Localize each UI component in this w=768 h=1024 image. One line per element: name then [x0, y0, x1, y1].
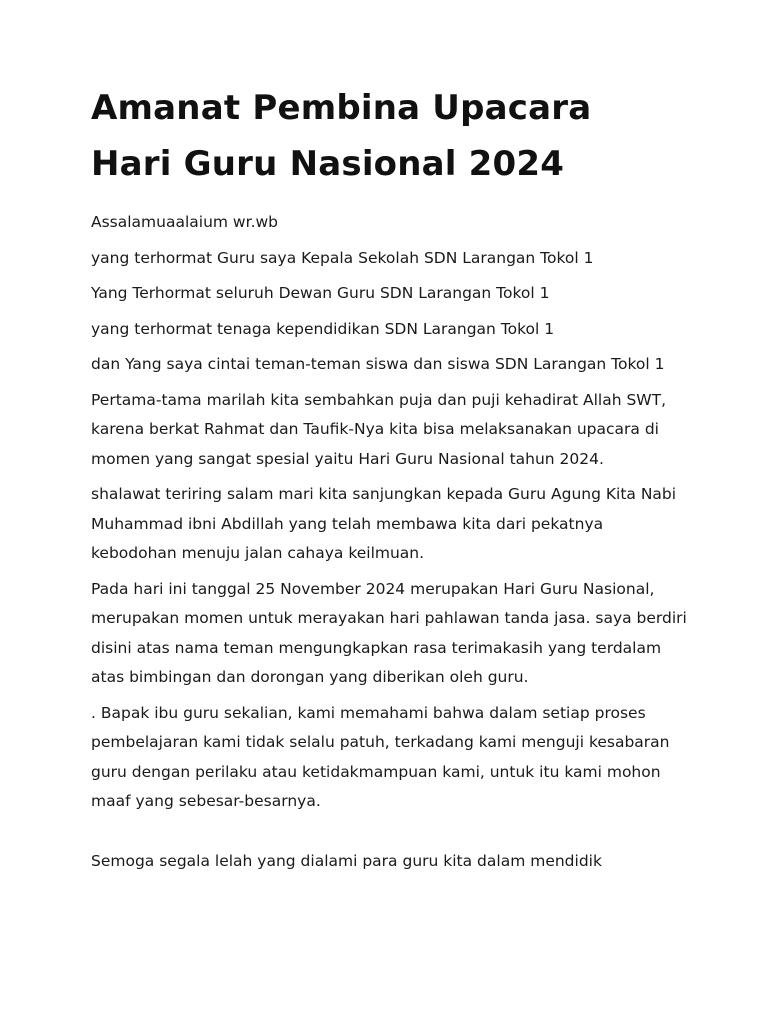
address-principal-paragraph: yang terhormat Guru saya Kepala Sekolah SDN Larangan Tokol 1 [91, 248, 594, 267]
document-page [91, 80, 691, 882]
address-teachers-paragraph: Yang Terhormat seluruh Dewan Guru SDN Larangan Tokol 1 [91, 284, 550, 302]
apology-paragraph: . Bapak ibu guru sekalian, kami memahami bahwa dalam setiap proses pembelajaran kami tidak selalu patuh, terkadang kami menguji kesabaran guru dengan perilaku atau ketidakmampuan kami, untuk itu kami mohon maaf yang sebesar-besarnya. [91, 703, 670, 810]
address-staff-paragraph: yang terhormat tenaga kependidikan SDN Larangan Tokol 1 [91, 319, 555, 338]
address-students-paragraph: dan Yang saya cintai teman-teman siswa dan siswa SDN Larangan Tokol 1 [91, 355, 665, 373]
title-line-2: Hari Guru Nasional 2024 [91, 144, 565, 184]
greeting-paragraph: Assalamuaalaium wr.wb [91, 213, 279, 231]
closing-paragraph: Semoga segala lelah yang dialami para guru kita dalam mendidik [91, 851, 602, 870]
teachers-day-paragraph: Pada hari ini tanggal 25 November 2024 merupakan Hari Guru Nasional, merupakan momen untuk merayakan hari pahlawan tanda jasa. saya berdiri disini atas nama teman mengungkapkan rasa terimakasih yang terdalam atas bimbingan dan dorongan yang diberikan oleh guru. [91, 579, 687, 686]
opening-praise-paragraph: Pertama-tama marilah kita sembahkan puja dan puji kehadirat Allah SWT, karena berkat Rahmat dan Taufik-Nya kita bisa melaksanakan upacara di momen yang sangat spesial yaitu Hari Guru Nasional tahun 2024. [91, 390, 667, 468]
shalawat-paragraph: shalawat teriring salam mari kita sanjungkan kepada Guru Agung Kita Nabi Muhammad ibni Abdillah yang telah membawa kita dari pekatnya kebodohan menuju jalan cahaya keilmuan. [91, 485, 677, 562]
document-title [91, 80, 691, 192]
title-line-1: Amanat Pembina Upacara [91, 88, 592, 128]
